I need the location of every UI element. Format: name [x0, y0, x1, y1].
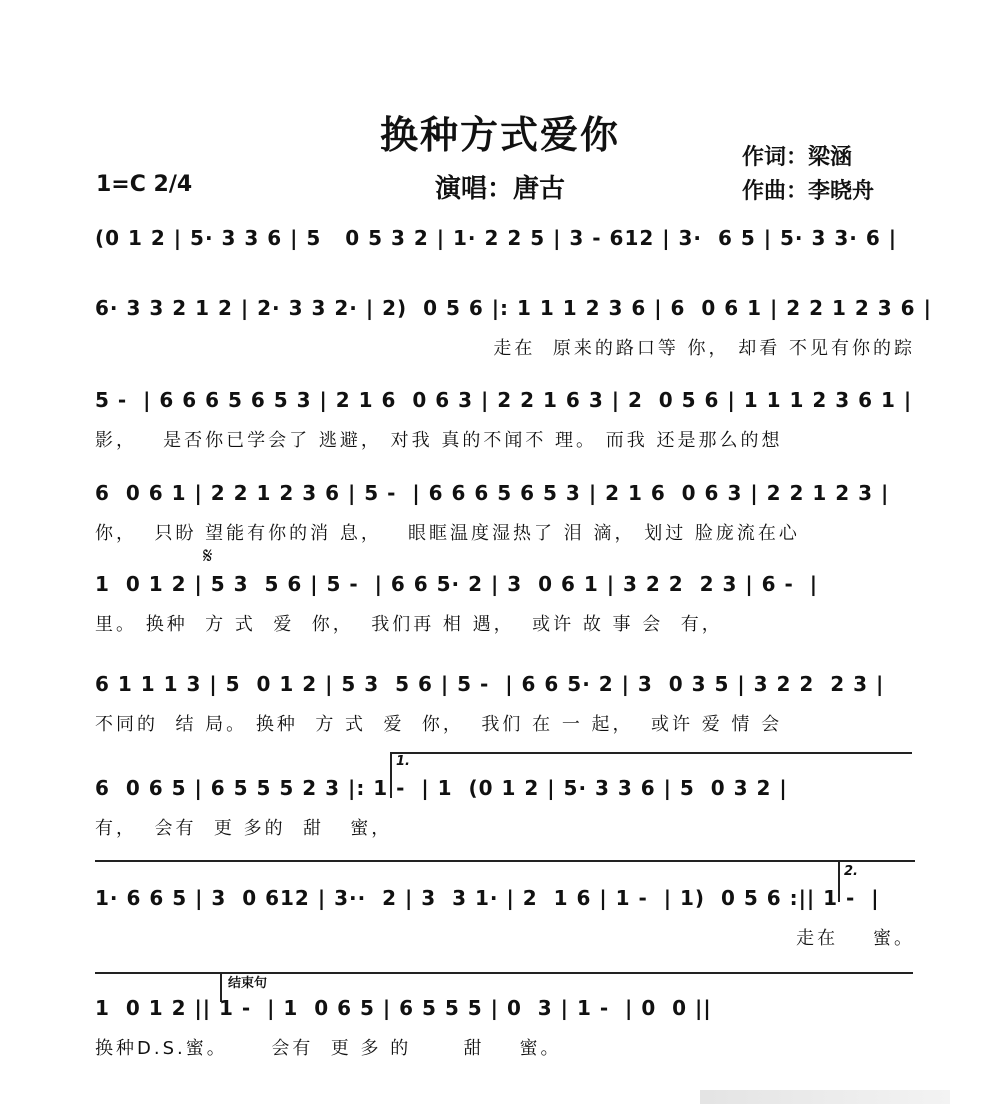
volta-1-label: 1. [396, 754, 410, 769]
lyric-line: 走在 蜜。 [796, 928, 915, 949]
volta-2-label: 2. [844, 864, 858, 879]
lyric-line: 不同的 结 局。 换种 方 式 爱 你， 我们 在 一 起， 或许 爱 情 会 [95, 714, 783, 735]
notation-line: 5 - | 6 6 6 5 6 5 3 | 2 1 6 0 6 3 | 2 2 1 6 3 | 2 0 5 6 | 1 1 1 2 3 6 1 | [95, 388, 913, 412]
notation-line: 6 0 6 1 | 2 2 1 2 3 6 | 5 - | 6 6 6 5 6 5 3 | 2 1 6 0 6 3 | 2 2 1 2 3 | [95, 481, 890, 505]
notation-line: 6 0 6 5 | 6 5 5 5 2 3 |: 1 - | 1 (0 1 2 | 5· 3 3 6 | 5 0 3 2 | [95, 776, 788, 800]
notation-line: 6· 3 3 2 1 2 | 2· 3 3 2· | 2) 0 5 6 |: 1 1 1 2 3 6 | 6 0 6 1 | 2 2 1 2 3 6 | [95, 296, 932, 320]
lyric-line: 走在 原来的路口等 你， 却看 不见有你的踪 [493, 338, 915, 359]
song-title: 换种方式爱你 [379, 113, 620, 157]
ending-bracket-line [95, 972, 913, 974]
watermark-bar [700, 1090, 950, 1104]
lyric-line: 你， 只盼 望能有你的消 息， 眼眶温度湿热了 泪 滴， 划过 脸庞流在心 [95, 523, 800, 544]
lyricist-credit: 作词：梁涵 [742, 145, 853, 170]
singer-credit: 演唱：唐古 [434, 174, 565, 204]
lyric-line: 里。 换种 方 式 爱 你， 我们再 相 遇， 或许 故 事 会 有， [95, 614, 723, 635]
volta-bracket-1 [390, 752, 912, 754]
ending-label: 结束句 [228, 976, 268, 991]
key-signature: 1=C 2/4 [96, 172, 193, 197]
lyric-line: 换种D.S.蜜。 会有 更 多 的 甜 蜜。 [95, 1038, 562, 1059]
lyric-line: 有， 会有 更 多的 甜 蜜， [95, 818, 393, 839]
notation-line: (0 1 2 | 5· 3 3 6 | 5 0 5 3 2 | 1· 2 2 5 | 3 - 612 | 3· 6 5 | 5· 3 3· 6 | [95, 226, 897, 250]
notation-line: 1· 6 6 5 | 3 0 612 | 3·· 2 | 3 3 1· | 2 1 6 | 1 - | 1) 0 5 6 :|| 1 - | [95, 886, 880, 910]
notation-line: 1 0 1 2 || 1 - | 1 0 6 5 | 6 5 5 5 | 0 3 | 1 - | 0 0 || [95, 996, 712, 1020]
notation-line: 6 1 1 1 3 | 5 0 1 2 | 5 3 5 6 | 5 - | 6 6 5· 2 | 3 0 3 5 | 3 2 2 2 3 | [95, 672, 885, 696]
volta-continuation-line [95, 860, 915, 862]
composer-credit: 作曲：李晓舟 [742, 179, 875, 204]
segno-sign: 𝄋 [203, 544, 213, 569]
notation-line: 1 0 1 2 | 5 3 5 6 | 5 - | 6 6 5· 2 | 3 0 6 1 | 3 2 2 2 3 | 6 - | [95, 572, 819, 596]
lyric-line: 影， 是否你已学会了 逃避， 对我 真的不闻不 理。 而我 还是那么的想 [95, 430, 783, 451]
